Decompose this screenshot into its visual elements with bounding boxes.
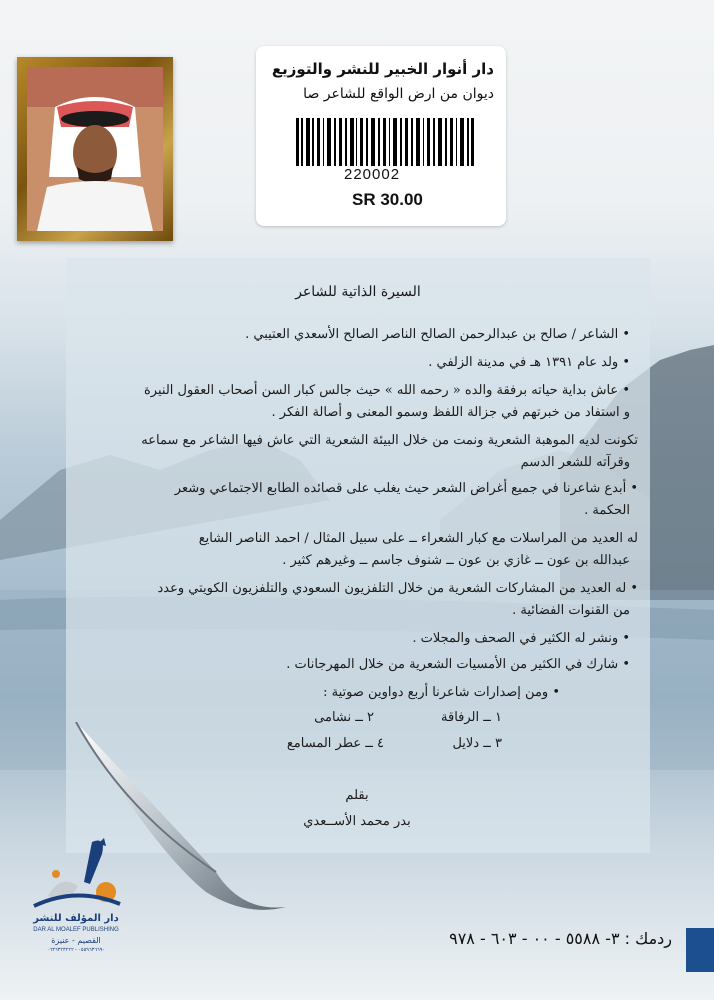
isbn: ردمك : ٣- ٥٥٨٨ - ٠٠ - ٦٠٣ - ٩٧٨ [449,929,672,948]
barcode [296,118,474,166]
bio-line: • أبدع شاعرنا في جميع أغراض الشعر حيث يغلب على قصائده الطابع الاجتماعي وشعر [174,481,638,496]
corner-brand-block [686,928,714,972]
album-item: ٣ ــ دلايل [452,736,502,751]
bio-line: • عاش بداية حياته برفقة والده « رحمه الله » حيث جالس كبار السن أصحاب العقول النيرة [143,383,630,398]
bio-line: • شارك في الكثير من الأمسيات الشعرية من خلال المهرجانات . [286,657,630,672]
publisher-logo-phone: ٠٥٥٩٦٣٦٦٩٠ - ٠٦٣٦٣٢٣٢٢٢ [46,947,106,953]
author-photo-frame [17,57,173,241]
label-publisher: دار أنوار الخبير للنشر والتوزيع [271,60,494,78]
album-item: ٤ ــ عطر المسامع [286,736,384,751]
bio-line: عبدالله بن عون ــ غازي بن عون ــ شنوف جاسم ــ وغيرهم كثير . [282,553,630,568]
barcode-number: 220002 [344,166,401,183]
bio-line: • الشاعر / صالح بن عبدالرحمن الصالح الناصر الصالح الأسعدي العتيبي . [245,327,630,342]
bio-line: • له العديد من المشاركات الشعرية من خلال التلفزيون السعودي والتلفزيون الكويتي وعدد [157,581,638,596]
publisher-logo-latin: DAR AL MOALEF PUBLISHING [33,927,119,933]
bio-line: • ومن إصدارات شاعرنا أربع دواوين صوتية : [323,685,560,700]
album-item: ١ ــ الرفاقة [441,710,502,725]
bio-line: وقرآته للشعر الدسم [520,455,630,470]
publisher-logo-icon [20,834,132,914]
biography-title: السيرة الذاتية للشاعر [295,284,421,300]
author-photo [27,67,163,231]
bio-line: • ونشر له الكثير في الصحف والمجلات . [412,631,630,646]
bio-line: و استفاد من خبرتهم في جزالة اللفظ وسمو المعنى و أصالة الفكر . [271,405,630,420]
bio-line: من القنوات الفضائية . [512,603,630,618]
publisher-logo-name: دار المؤلف للنشر [33,913,119,924]
byline-name: بدر محمد الأســعدي [303,814,411,829]
bio-line: له العديد من المراسلات مع كبار الشعراء ــ على سبيل المثال / احمد الناصر الشايع [198,531,638,546]
album-item: ٢ ــ نشامى [314,710,374,725]
byline-label: بقلم [345,788,369,803]
price-label [256,46,506,226]
bio-line: تكونت لديه الموهبة الشعرية ونمت من خلال البيئة الشعرية التي عاش فيها الشاعر مع سماعه [141,433,638,448]
bio-line: الحكمة . [584,503,630,518]
publisher-logo-city: القصيم - عنيزة [51,936,101,945]
price: SR 30.00 [352,190,423,209]
bio-line: • ولد عام ١٣٩١ هـ في مدينة الزلفي . [428,355,630,370]
label-book-title: ديوان من ارض الواقع للشاعر صا [303,86,494,102]
